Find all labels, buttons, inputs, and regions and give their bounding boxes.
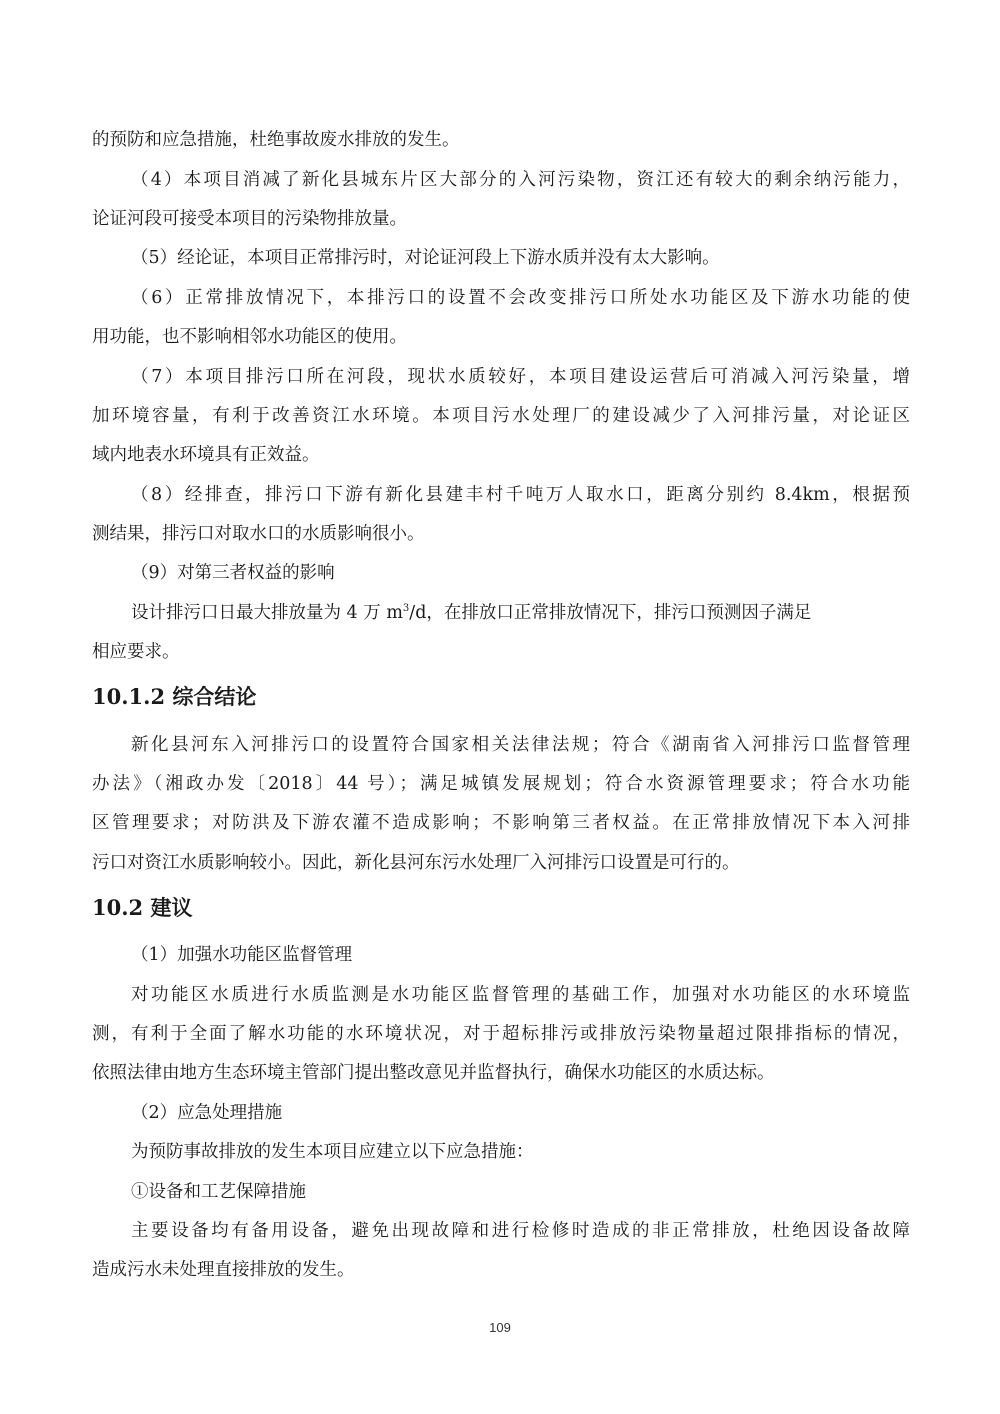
text-line: 加环境容量，有利于改善资江水环境。本项目污水处理厂的建设减少了入河排污量，对论证区: [92, 406, 910, 426]
text-line: （4）本项目消减了新化县城东片区大部分的入河污染物，资江还有较大的剩余纳污能力，: [131, 170, 910, 190]
text-fragment: /d，在排放口正常排放情况下，排污口预测因子满足: [409, 603, 812, 623]
text-line: 测，有利于全面了解水功能的水环境状况，对于超标排污或排放污染物量超过限排指标的情况，: [92, 1024, 910, 1044]
text-line: 依照法律由地方生态环境主管部门提出整改意见并监督执行，确保水功能区的水质达标。: [92, 1063, 775, 1083]
text-line: 区管理要求；对防洪及下游农灌不造成影响；不影响第三者权益。在正常排放情况下本入河排: [92, 813, 910, 833]
text-line: 测结果，排污口对取水口的水质影响很小。: [92, 524, 425, 544]
page-number: 109: [489, 1320, 511, 1335]
text-line: 对功能区水质进行水质监测是水功能区监督管理的基础工作，加强对水功能区的水环境监: [131, 985, 910, 1005]
superscript-3: 3: [402, 603, 410, 615]
text-line: 相应要求。: [92, 642, 180, 662]
text-line: 的预防和应急措施，杜绝事故废水排放的发生。: [92, 130, 460, 150]
text-line: （5）经论证，本项目正常排污时，对论证河段上下游水质并没有太大影响。: [131, 248, 720, 268]
text-fragment: 设计排污口日最大排放量为 4 万 m: [131, 603, 403, 623]
text-line: 新化县河东入河排污口的设置符合国家相关法律法规；符合《湖南省入河排污口监督管理: [131, 735, 910, 755]
text-line: 污口对资江水质影响较小。因此，新化县河东污水处理厂入河排污口设置是可行的。: [92, 853, 740, 873]
text-line: 主要设备均有备用设备，避免出现故障和进行检修时造成的非正常排放，杜绝因设备故障: [131, 1221, 910, 1241]
text-line: 造成污水未处理直接排放的发生。: [92, 1260, 355, 1280]
section-heading-10-2: 10.2 建议: [92, 895, 193, 920]
text-line: （9）对第三者权益的影响: [131, 563, 335, 583]
text-line: （6）正常排放情况下，本排污口的设置不会改变排污口所处水功能区及下游水功能的使: [131, 288, 910, 308]
text-line: 办法》（湘政办发〔2018〕44 号）；满足城镇发展规划；符合水资源管理要求；符合水功能: [92, 774, 910, 794]
text-line: （1）加强水功能区监督管理: [131, 945, 353, 965]
text-line: （2）应急处理措施: [131, 1103, 283, 1123]
section-heading-10-1-2: 10.1.2 综合结论: [92, 684, 257, 709]
text-line: 为预防事故排放的发生本项目应建立以下应急措施：: [131, 1142, 534, 1162]
text-line: （7）本项目排污口所在河段，现状水质较好，本项目建设运营后可消减入河污染量，增: [131, 367, 910, 387]
text-line: 域内地表水环境具有正效益。: [92, 445, 320, 465]
text-line: 用功能，也不影响相邻水功能区的使用。: [92, 327, 407, 347]
text-line: （8）经排查，排污口下游有新化县建丰村千吨万人取水口，距离分别约 8.4km，根据预: [131, 485, 910, 505]
text-line-with-superscript: [131, 601, 910, 625]
text-line: 论证河段可接受本项目的污染物排放量。: [92, 209, 407, 229]
text-line: ①设备和工艺保障措施: [131, 1182, 306, 1202]
